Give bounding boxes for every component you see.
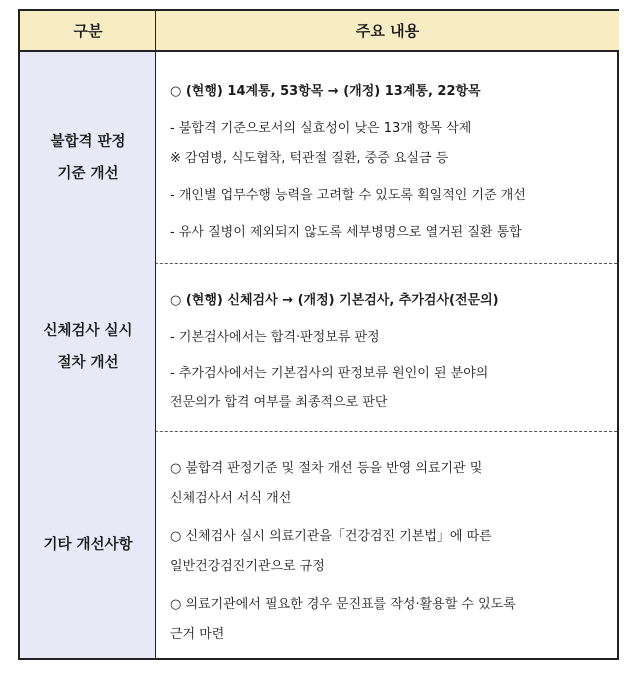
header-col-category <box>20 11 156 52</box>
content-table <box>18 9 619 660</box>
content-line: ○ (현행) 신체검사 → (개정) 기본검사, 추가검사(전문의) <box>170 293 499 308</box>
row-label-line: 기타 개선사항 <box>43 536 133 553</box>
content-line: ○ 신체검사 실시 의료기관을「건강검진 기본법」에 따른 <box>170 529 492 544</box>
row-label-procedure <box>20 263 156 431</box>
content-line: ○ 불합격 판정기준 및 절차 개선 등을 반영 의료기관 및 <box>170 461 483 476</box>
content-line: 근거 마련 <box>170 627 225 642</box>
content-line: ○ (현행) 14계통, 53항목 → (개정) 13계통, 22항목 <box>170 84 481 99</box>
content-line: 신체검사서 서식 개선 <box>170 491 292 506</box>
row-content-other <box>156 431 617 658</box>
content-line: - 불합격 기준으로서의 실효성이 낮은 13개 항목 삭제 <box>170 121 472 136</box>
content-line: - 유사 질병이 제외되지 않도록 세부병명으로 열거된 질환 통합 <box>170 225 522 240</box>
content-line: ○ 의료기관에서 필요한 경우 문진표를 작성·활용할 수 있도록 <box>170 597 516 612</box>
column-divider <box>155 11 156 658</box>
header-category-label: 구분 <box>73 22 103 40</box>
row-content-procedure <box>156 263 617 431</box>
row-label-line: 기준 개선 <box>57 165 119 182</box>
row-label-criteria <box>20 52 156 263</box>
row-label-other <box>20 431 156 658</box>
content-line: ※ 감염병, 식도협착, 턱관절 질환, 중증 요실금 등 <box>170 151 449 166</box>
row-label-line: 절차 개선 <box>57 355 119 371</box>
content-line: 일반건강검진기관으로 규정 <box>170 559 325 574</box>
content-line: - 추가검사에서는 기본검사의 판정보류 원인이 된 분야의 <box>170 366 489 381</box>
row-content-criteria <box>156 52 617 263</box>
row-label-line: 불합격 판정 <box>50 133 126 150</box>
content-line: - 개인별 업무수행 능력을 고려할 수 있도록 획일적인 기준 개선 <box>170 188 526 203</box>
content-line: - 기본검사에서는 합격·판정보류 판정 <box>170 330 380 345</box>
content-line: 전문의가 합격 여부를 최종적으로 판단 <box>170 395 388 410</box>
row-label-line: 신체검사 실시 <box>43 323 133 339</box>
header-content-label: 주요 내용 <box>355 22 420 40</box>
header-col-content <box>156 11 619 52</box>
